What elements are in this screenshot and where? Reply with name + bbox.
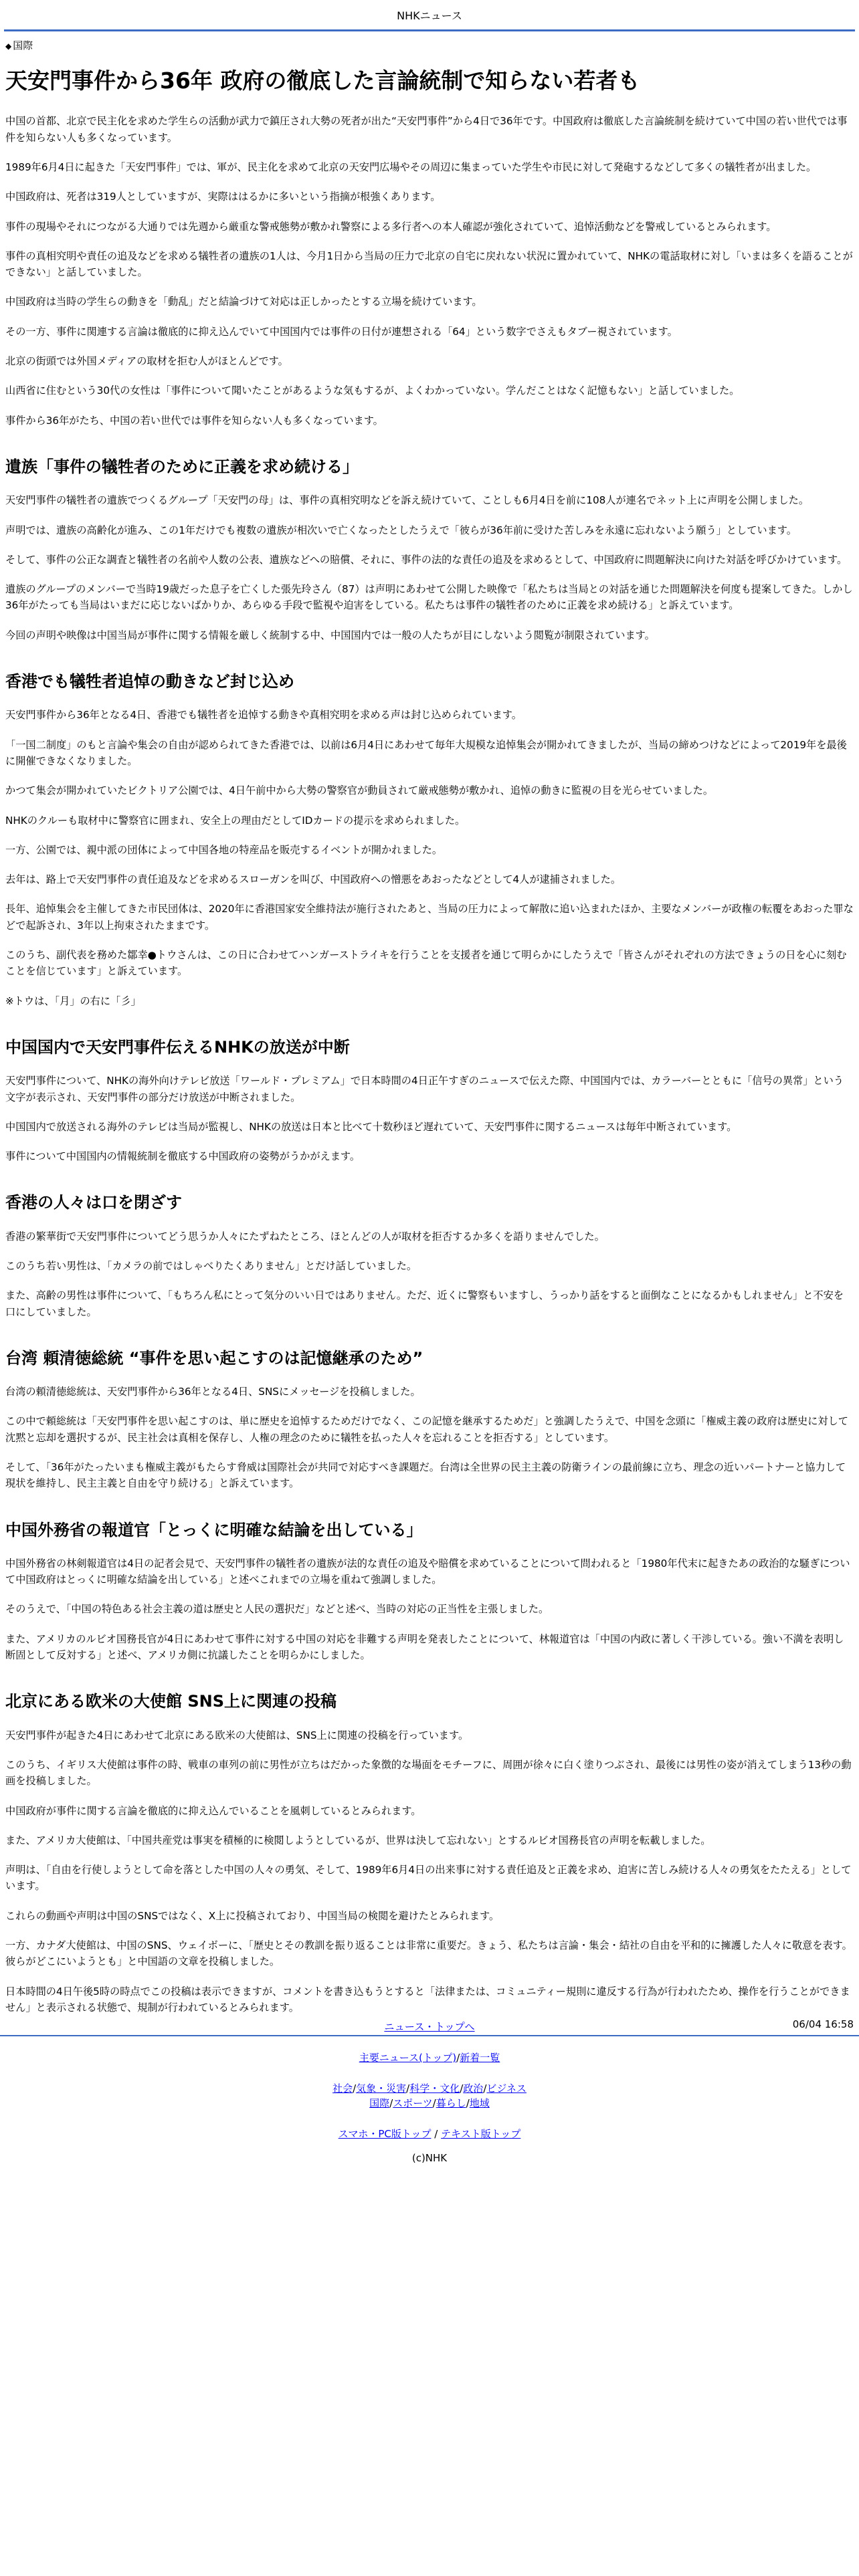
header (0, 0, 859, 29)
category-link-sports[interactable]: スポーツ (393, 2097, 433, 2109)
paragraph: 中国政府は当時の学生らの動きを「動乱」だと結論づけて対応は正しかったとする立場を続けています。 (5, 296, 482, 308)
paragraph: そのうえで、「中国の特色ある社会主義の道は歴史と人民の選択だ」などと述べ、当時の対応の正当性を主張しました。 (5, 1603, 549, 1616)
article-section (0, 671, 859, 1009)
paragraph: 中国国内で放送される海外のテレビは当局が監視し、NHKの放送は日本と比べて十数秒ほど遅れていて、天安門事件に関するニュースは毎年中断されています。 (5, 1120, 737, 1133)
article-section (0, 457, 859, 643)
paragraph: 声明では、遺族の高齢化が進み、この1年だけでも複数の遺族が相次いで亡くなったとしたうえで「彼らが36年前に受けた苦しみを永遠に忘れないよう願う」としています。 (5, 524, 797, 536)
paragraph: 去年は、路上で天安門事件の責任追及などを求めるスローガンを叫び、中国政府への憎悪をあおったなどとして4人が逮捕されました。 (5, 873, 622, 886)
article-section (0, 1192, 859, 1319)
paragraph: これらの動画や声明は中国のSNSではなく、X上に投稿されており、中国当局の検閲を避けたとみられます。 (5, 1909, 500, 1922)
article-datetime: 06/04 16:58 (792, 2018, 854, 2031)
paragraph: 一方、カナダ大使館は、中国のSNS、ウェイボーに、「歴史とその教訓を振り返ることは非常に重要だ。きょう、私たちは言論・集会・結社の自由を平和的に擁護した人々に敬意を表す。彼らがどこにいようとも」と中国語の文章を投稿しました。 (5, 1939, 852, 1968)
paragraph: 香港の繁華街で天安門事件についてどう思うか人々にたずねたところ、ほとんどの人が取材を拒否するか多くを語りませんでした。 (5, 1230, 605, 1243)
article-section (0, 1520, 859, 1664)
paragraph: 中国の首都、北京で民主化を求めた学生らの活動が武力で鎮圧され大勢の死者が出た“天安門事件”から4日で36年です。中国政府は徹底した言論統制を続けていて中国の若い世代では事件を知らない人も多くなっています。 (5, 115, 848, 144)
section-heading: 遺族「事件の犠牲者のために正義を求め続ける」 (5, 457, 359, 476)
article-title: 天安門事件から36年 政府の徹底した言論統制で知らない若者も (5, 68, 640, 94)
paragraph: かつて集会が開かれていたビクトリア公園では、4日午前中から大勢の警察官が動員されて厳戒態勢が敷かれ、追悼の動きに監視の目を光らせていました。 (5, 784, 714, 797)
paragraph: 事件から36年がたち、中国の若い世代では事件を知らない人も多くなっています。 (5, 414, 383, 427)
paragraph: 中国政府は、死者は319人としていますが、実際ははるかに多いという指摘が根強くあります。 (5, 191, 441, 203)
paragraph: 中国外務省の林剣報道官は4日の記者会見で、天安門事件の犠牲者の遺族が法的な責任の追及や賠償を求めていることについて問われると「1980年代末に起きたあの政治的な騒ぎについて中国政府はとっくに明確な結論を出している」と述べこれまでの立場を重ねて強調しました。 (5, 1557, 850, 1586)
footer-nav-row: 社会/気象・災害/科学・文化/政治/ビジネス (332, 2082, 527, 2095)
category-text: 国際 (13, 39, 33, 51)
footer-nav-row: 主要ニュース(トップ)/新着一覧 (359, 2052, 500, 2064)
paragraph: このうち若い男性は、「カメラの前ではしゃべりたくありません」とだけ話していました。 (5, 1259, 417, 1272)
footer-nav-row: 国際/スポーツ/暮らし/地域 (369, 2097, 490, 2109)
spacer (0, 2111, 859, 2127)
paragraph: 天安門事件について、NHKの海外向けテレビ放送「ワールド・プレミアム」で日本時間の4日正午すぎのニュースで伝えた際、中国国内では、カラーバーとともに「信号の異常」という文字が表示され、天安門事件の部分だけ放送が中断されました。 (5, 1075, 844, 1103)
paragraph: その一方、事件に関連する言論は徹底的に抑え込んでいて中国国内では事件の日付が連想される「64」という数字でさえもタブー視されています。 (5, 325, 678, 338)
section-heading: 香港でも犠牲者追悼の動きなど封じ込め (5, 672, 294, 691)
category-link-society[interactable]: 社会 (332, 2082, 353, 2095)
paragraph: 北京の街頭では外国メディアの取材を拒む人がほとんどです。 (5, 355, 288, 368)
article-section (0, 1037, 859, 1164)
section-heading: 北京にある欧米の大使館 SNS上に関連の投稿 (5, 1692, 337, 1711)
paragraph: 遺族のグループのメンバーで当時19歳だった息子を亡くした張先玲さん（87）は声明にあわせて公開した映像で「私たちは当局との対話を通じた問題解決を何度も提案してきた。しかし36年がたっても当局はいまだに応じないばかりか、あらゆる手段で監視や迫害をしている。私たちは事件の犠牲者のために正義を求め続ける」と訴えています。 (5, 583, 853, 612)
paragraph: NHKのクルーも取材中に警察官に囲まれ、安全上の理由だとしてIDカードの提示を求められました。 (5, 814, 466, 827)
paragraph: また、アメリカ大使館は、「中国共産党は事実を積極的に検閲しようとしているが、世界は決して忘れない」とするルビオ国務長官の声明を転載しました。 (5, 1834, 711, 1846)
paragraph: この中で頼総統は「天安門事件を思い起こすのは、単に歴史を追悼するためだけでなく、この記憶を継承するためだ」と強調したうえで、中国を念頭に「権威主義の政府は歴史に対して沈黙と忘却を選択するが、民主社会は真相を保存し、人権の理念のために犠牲を払った人々を忘れることを拒否する」としています。 (5, 1415, 848, 1444)
article (0, 67, 859, 2016)
paragraph: 天安門事件の犠牲者の遺族でつくるグループ「天安門の母」は、事件の真相究明などを訴え続けていて、ことしも6月4日を前に108人が連名でネット上に声明を公開しました。 (5, 494, 809, 507)
spacer (0, 2066, 859, 2082)
paragraph: 事件の現場やそれにつながる大通りでは先週から厳重な警戒態勢が敷かれ警察による多行者への本人確認が強化されていて、追悼活動などを警戒しているとみられます。 (5, 220, 777, 233)
paragraph: 中国政府が事件に関する言論を徹底的に抑え込んでいることを風刺しているとみられます。 (5, 1804, 421, 1817)
paragraph: ※トウは、「月」の右に「彡」 (5, 994, 141, 1007)
paragraph: 山西省に住むという30代の女性は「事件について聞いたことがあるような気もするが、よくわかっていない。学んだことはなく記憶もない」と話していました。 (5, 385, 740, 397)
paragraph: 日本時間の4日午後5時の時点でこの投稿は表示できますが、コメントを書き込もうとすると「法律または、コミュニティー規則に違反する行為が行われたため、操作を行うことができません」と表示される状態で、規制が行われているとみられます。 (5, 1985, 850, 2014)
paragraph: このうち、副代表を務めた鄒幸●トウさんは、この日に合わせてハンガーストライキを行うことを支援者を通じて明らかにしたうえで「皆さんがそれぞれの方法できょうの日を心に刻むことを信じています」と訴えています。 (5, 949, 847, 978)
paragraph: 今回の声明や映像は中国当局が事件に関する情報を厳しく統制する中、中国国内では一般の人たちが目にしないよう閲覧が制限されています。 (5, 629, 655, 641)
category-link-business[interactable]: ビジネス (486, 2082, 527, 2095)
category-link-regional[interactable]: 地域 (469, 2097, 490, 2109)
paragraph: このうち、イギリス大使館は事件の時、戦車の車列の前に男性が立ちはだかった象徴的な場面をモチーフに、周囲が徐々に白く塗りつぶされ、最後には男性の姿が消えてしまう13秒の動画を投稿しました。 (5, 1758, 852, 1788)
section-heading: 中国外務省の報道官「とっくに明確な結論を出している」 (5, 1520, 423, 1539)
paragraph: 事件の真相究明や責任の追及などを求める犠牲者の遺族の1人は、今月1日から当局の圧力で北京の自宅に戻れない状況に置かれていて、NHKの電話取材に対し「いまは多くを語ることができない」と話していました。 (5, 249, 853, 279)
section-heading: 台湾 頼清徳総統 “事件を思い起こすのは記憶継承のため” (5, 1348, 423, 1368)
paragraph: 天安門事件が起きた4日にあわせて北京にある欧米の大使館は、SNS上に関連の投稿を行っています。 (5, 1729, 469, 1741)
category-link-science[interactable]: 科学・文化 (409, 2082, 460, 2095)
main-news-link[interactable]: 主要ニュース(トップ) (359, 2052, 457, 2064)
category-label (0, 31, 859, 55)
news-top-link[interactable]: ニュース・トップへ (384, 2021, 475, 2034)
paragraph: また、高齢の男性は事件について、「もちろん私にとって気分のいい日ではありません。ただ、近くに警察もいますし、うっかり話をすると面倒なことになるかもしれません」と不安を口にしていました。 (5, 1289, 844, 1318)
footer-nav (0, 2051, 859, 2141)
footer-divider (0, 2035, 859, 2036)
paragraph: そして、「36年がたったいまも権威主義がもたらす脅威は国際社会が共同で対応すべき課題だ。台湾は全世界の民主主義の防衛ラインの最前線に立ち、理念の近いパートナーと協力して現状を維持し、民主主義と自由を守り続ける」と訴えています。 (5, 1461, 846, 1490)
text-top-link[interactable]: テキスト版トップ (441, 2127, 521, 2140)
latest-news-link[interactable]: 新着一覧 (460, 2052, 500, 2064)
paragraph: 「一国二制度」のもと言論や集会の自由が認められてきた香港では、以前は6月4日にあわせて毎年大規模な追悼集会が開かれてきましたが、当局の締めつけなどによって2019年を最後に開催できなくなりました。 (5, 738, 847, 767)
news-top-link-row (0, 2020, 859, 2034)
footer-nav-row: スマホ・PC版トップ / テキスト版トップ (338, 2127, 521, 2140)
category-link-politics[interactable]: 政治 (463, 2082, 484, 2095)
category-link-life[interactable]: 暮らし (436, 2097, 466, 2109)
category-link-weather[interactable]: 気象・災害 (356, 2082, 407, 2095)
article-section (0, 1348, 859, 1492)
smartphone-top-link[interactable]: スマホ・PC版トップ (338, 2127, 432, 2140)
section-heading: 中国国内で天安門事件伝えるNHKの放送が中断 (5, 1038, 350, 1057)
copyright: (c)NHK (411, 2152, 448, 2165)
category-link-international[interactable]: 国際 (369, 2097, 390, 2109)
paragraph: 一方、公園では、親中派の団体によって中国各地の特産品を販売するイベントが開かれました。 (5, 843, 443, 856)
section-heading: 香港の人々は口を閉ざす (5, 1193, 182, 1212)
paragraph: 声明は、「自由を行使しようとして命を落とした中国の人々の勇気、そして、1989年6月4日の出来事に対する責任追及と正義を求め、迫害に苦しみ続ける人々の勇気をたたえる」としています。 (5, 1864, 852, 1893)
article-intro (0, 113, 859, 429)
paragraph: 1989年6月4日に起きた「天安門事件」では、軍が、民主化を求めて北京の天安門広場やその周辺に集まっていた学生や市民に対して発砲するなどして多くの犠牲者が出ました。 (5, 160, 817, 173)
paragraph: 事件について中国国内の情報統制を徹底する中国政府の姿勢がうかがえます。 (5, 1150, 361, 1163)
diamond-icon: ◆ (5, 41, 12, 51)
paragraph: 台湾の頼清徳総統は、天安門事件から36年となる4日、SNSにメッセージを投稿しました。 (5, 1386, 421, 1398)
paragraph: そして、事件の公正な調査と犠牲者の名前や人数の公表、遺族などへの賠償、それに、事件の法的な責任の追及を求めるとして、中国政府に問題解決に向けた対話を呼びかけています。 (5, 553, 848, 566)
paragraph: 天安門事件から36年となる4日、香港でも犠牲者を追悼する動きや真相究明を求める声は封じ込められています。 (5, 709, 522, 722)
paragraph: 長年、追悼集会を主催してきた市民団体は、2020年に香港国家安全維持法が施行されたあと、当局の圧力によって解散に追い込まれたほか、主要なメンバーが政権の転覆をあおった罪などで起訴され、3年以上拘束されたままです。 (5, 903, 854, 932)
paragraph: また、アメリカのルビオ国務長官が4日にあわせて事件に対する中国の対応を非難する声明を発表したことについて、林報道官は「中国の内政に著しく干渉している。強い不満を表明し断固として反対する」と述べ、アメリカ側に抗議したことを明らかにしました。 (5, 1632, 844, 1662)
site-title: NHKニュース (397, 9, 462, 22)
article-section (0, 1691, 859, 2016)
